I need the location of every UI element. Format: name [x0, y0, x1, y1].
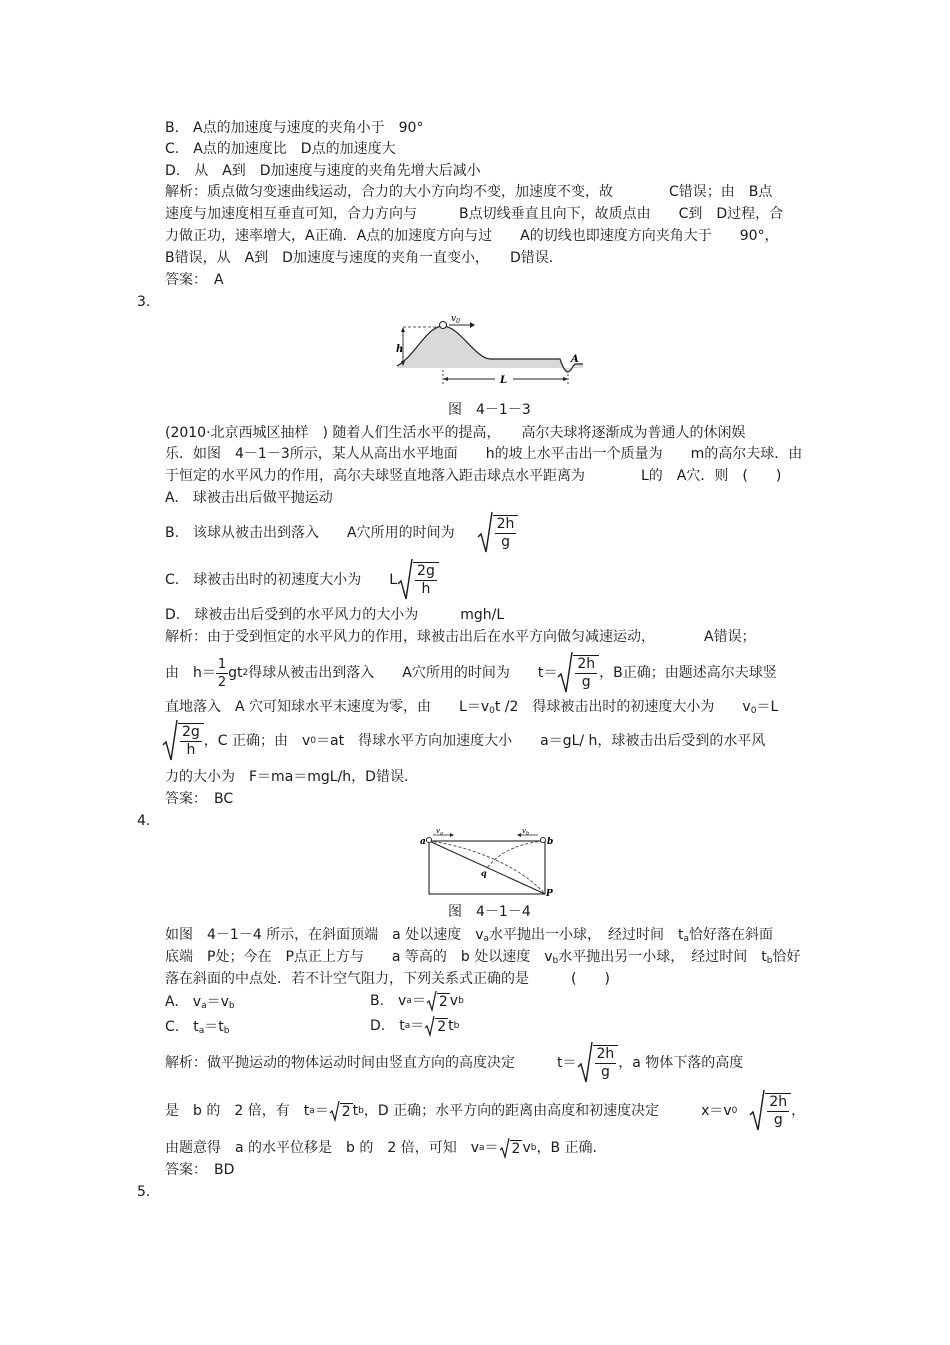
sqrt-two: 2: [499, 1137, 523, 1159]
question-stem: (2010·北京西城区抽样 ) 随着人们生活水平的提高， 高尔夫球将逐渐成为普通人的休闲娱: [165, 425, 746, 441]
question-stem: 如图 4－1－4 所示，在斜面顶端 a 处以速度 $v_a$水平抛出一小球， 经过时间 $t_a$恰好落在斜面: [165, 927, 774, 944]
figure-incline: [418, 828, 558, 898]
ball-b: [540, 837, 545, 842]
sqrt-expression: [557, 651, 599, 695]
option-b: B. v a ＝ 2 v b: [370, 989, 464, 1013]
fraction: $\frac{2h}{g}$: [596, 1046, 615, 1080]
fraction: $\frac{1}{2}$: [217, 656, 227, 690]
fraction: $\frac{2g}{h}$: [182, 724, 200, 758]
golf-ball: [440, 322, 447, 329]
incline-slope: [429, 841, 545, 894]
h-label: h: [396, 344, 404, 355]
option-c: C. A点的加速度比 D点的加速度大: [165, 141, 396, 157]
analysis-line: 速度与加速度相互垂直可知，合力方向与 B点切线垂直且向下，故质点由 C到 D过程，合: [165, 206, 784, 222]
fraction: $\frac{2h}{g}$: [769, 1094, 788, 1128]
option-c: C. 球被击出时的初速度大小为 L $\frac{2g}{h}$: [165, 557, 439, 603]
option-c: C. $t_a=t_b$: [165, 1019, 230, 1036]
ball-a: [426, 837, 431, 842]
hill-fill: [397, 326, 583, 372]
question-stem: 于恒定的水平风力的作用，高尔夫球竖直地落入距击球点水平距离为 L的 A穴．则 ( ): [165, 468, 782, 484]
b-label: b: [547, 837, 554, 847]
analysis-line: 直地落入 A 穴可知球水平末速度为零，由 $L=v_0t$ /2 得球被击出时的初速度大小为 $v_0=L$: [165, 699, 779, 716]
sqrt-two: 2: [424, 1015, 448, 1037]
answer-line: 答案： BC: [165, 791, 234, 807]
figure-golf-slope: [395, 312, 585, 384]
option-a: A. $v_a=v_b$: [165, 994, 235, 1011]
analysis-line: 力做正功，速率增大，A正确．A点的加速度方向与过 A的切线也即速度方向夹角大于 90°，: [165, 228, 779, 244]
sqrt-two: 2: [329, 1100, 353, 1122]
velocity-arrowhead: [470, 322, 475, 328]
vb-label: $v_b$: [522, 828, 530, 837]
answer-line: 答案： A: [165, 272, 224, 288]
analysis-line: 力的大小为 F＝ma＝mgL/h，D错误．: [165, 769, 418, 785]
question-stem: 落在斜面的中点处．若不计空气阻力，下列关系式正确的是 ( ): [165, 971, 610, 987]
sqrt-two: 2: [426, 990, 450, 1012]
analysis-line: 解析：由于受到恒定的水平风力的作用，球被击出后在水平方向做匀减速运动， A错误；: [165, 629, 756, 645]
option-b: B. 该球从被击出到落入 A穴所用的时间为 $\frac{2h}{g}$: [165, 510, 518, 556]
fraction: $\frac{2g}{h}$: [417, 563, 435, 597]
sqrt-expression: [577, 1041, 619, 1085]
sqrt-expression: [749, 1089, 791, 1133]
analysis-line: 解析：质点做匀变速曲线运动，合力的大小方向均不变，加速度不变，故 C错误；由 B点: [165, 184, 773, 200]
va-label: $v_a$: [436, 828, 443, 837]
v0-label: $v_0$: [451, 314, 460, 325]
fraction: $\frac{2h}{g}$: [577, 656, 596, 690]
analysis-line: 解析：做平抛运动的物体运动时间由竖直方向的高度决定 t＝ $\frac{2h}{g}$ ，a 物体下落的高度: [165, 1040, 743, 1086]
sqrt-expression: [477, 511, 519, 555]
question-number: 4.: [137, 813, 151, 829]
answer-line: 答案： BD: [165, 1162, 235, 1178]
option-d: D. 从 A到 D加速度与速度的夹角先增大后减小: [165, 163, 481, 179]
analysis-line: B错误，从 A到 D加速度与速度的夹角一直变小， D错误．: [165, 250, 563, 266]
question-number: 3.: [137, 294, 151, 310]
question-stem: 乐．如图 4－1－3所示，某人从高出水平地面 h的坡上水平击出一个质量为 m的高尔夫球．由: [165, 446, 803, 462]
A-label: A: [571, 354, 579, 365]
analysis-line: $\frac{2g}{h}$ ，C 正确；由 v 0 ＝at 得球水平方向加速度大小 a＝gL/ h，球被击出后受到的水平风: [162, 718, 765, 764]
question-number: 5.: [137, 1184, 151, 1200]
option-d: D. 球被击出后受到的水平风力的大小为 mgh/L: [165, 607, 505, 623]
option-a: A. 球被击出后做平抛运动: [165, 490, 333, 506]
option-b: B. A点的加速度与速度的夹角小于 90°: [165, 120, 424, 136]
sqrt-expression: [397, 558, 439, 602]
trajectory-b: [487, 841, 543, 868]
fraction: $\frac{2h}{g}$: [496, 516, 515, 550]
L-label: L: [500, 375, 508, 384]
analysis-line: 由 h＝ $\frac{1}{2}$ gt 2 得球从被击出到落入 A穴所用的时间为 t＝ $\frac{2h}{g}$ ，B正确；由题述高尔夫球竖: [165, 650, 777, 696]
figure-caption: 图 4－1－4: [448, 904, 531, 920]
sqrt-expression: [162, 719, 204, 763]
figure-caption: 图 4－1－3: [448, 402, 531, 418]
option-d: D. t a ＝ 2 t b: [370, 1014, 459, 1038]
analysis-line: 是 b 的 2 倍，有 t a ＝ 2 t b ，D 正确；水平方向的距离由高度和初速度决定 x＝v 0 $\frac{2h}{g}$ ，: [165, 1088, 805, 1134]
q-label: q: [481, 868, 487, 878]
a-label: a: [420, 837, 426, 847]
P-label: P: [546, 889, 553, 898]
question-stem: 底端 P处；今在 P点正上方与 a 等高的 b 处以速度 $v_b$水平抛出另一小球， 经过时间 $t_b$恰好: [165, 949, 801, 966]
analysis-line: 由题意得 a 的水平位移是 b 的 2 倍，可知 v a ＝ 2 v b ，B 正确．: [165, 1136, 607, 1160]
